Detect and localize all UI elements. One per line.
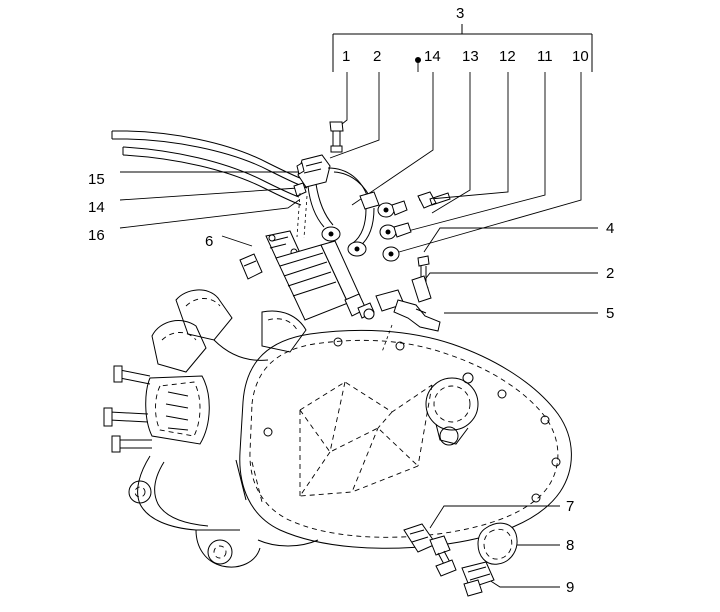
leader-lines-right [423,228,598,313]
callout-label-4: 4 [606,220,615,237]
callout-label-7: 7 [566,498,575,515]
callout-label-12: 12 [499,48,516,65]
callout-label-14-top: 14 [424,48,441,65]
callout-label-1: 1 [342,48,351,65]
callout-label-11: 11 [537,48,553,65]
callout-label-14-left: 14 [88,199,105,216]
callout-label-3: 3 [456,5,465,22]
callout-label-9: 9 [566,579,575,596]
callout-label-6: 6 [205,233,214,250]
callout-label-16: 16 [88,227,105,244]
callout-label-8: 8 [566,537,575,554]
callout-label-2-right: 2 [606,265,615,282]
callout-label-10: 10 [572,48,589,65]
line-manifold-group [294,122,379,256]
callout-label-5: 5 [606,305,615,322]
callout-label-15: 15 [88,171,105,188]
leader-lines-top [330,57,581,252]
fittings-group [378,192,450,261]
callout-label-13: 13 [462,48,479,65]
oil-drain-parts [404,523,517,596]
callout-label-2-top: 2 [373,48,382,65]
